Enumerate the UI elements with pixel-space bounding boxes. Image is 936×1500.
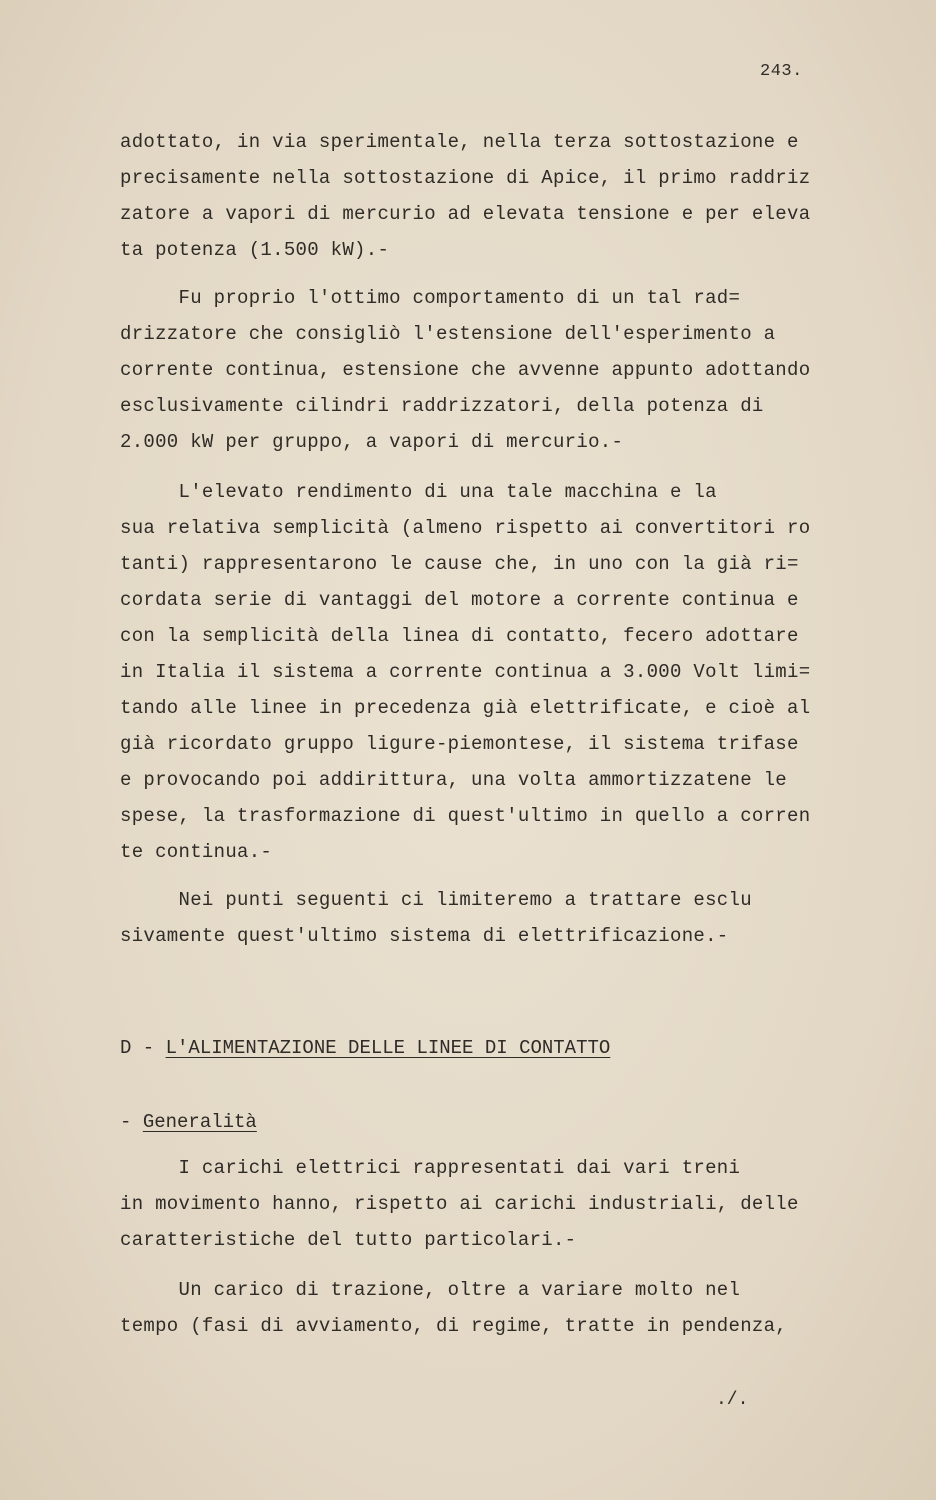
text-line: Nei punti seguenti ci limiteremo a trattare esclu <box>120 889 752 911</box>
text-line: drizzatore che consigliò l'estensione dell'esperimento a <box>120 323 776 345</box>
text-line: esclusivamente cilindri raddrizzatori, della potenza di <box>120 395 764 417</box>
text-line: L'elevato rendimento di una tale macchina e la <box>120 481 717 503</box>
text-line: con la semplicità della linea di contatto, fecero adottare <box>120 625 799 647</box>
text-line: caratteristiche del tutto particolari.- <box>120 1229 577 1251</box>
text-line: tempo (fasi di avviamento, di regime, tratte in pendenza, <box>120 1315 788 1337</box>
text-line: precisamente nella sottostazione di Apice, il primo raddriz <box>120 167 811 189</box>
text-line: tanti) rappresentarono le cause che, in uno con la già ri= <box>120 553 799 575</box>
text-line: sivamente quest'ultimo sistema di elettrificazione.- <box>120 925 729 947</box>
text-line: e provocando poi addirittura, una volta ammortizzatene le <box>120 769 788 791</box>
text-line: spese, la trasformazione di quest'ultimo in quello a corren <box>120 805 811 827</box>
text-line: in movimento hanno, rispetto ai carichi industriali, delle <box>120 1193 799 1215</box>
subsection-prefix: - <box>120 1111 143 1133</box>
subsection-title: Generalità <box>142 1111 257 1133</box>
page-number: 243. <box>760 62 803 81</box>
text-line: zatore a vapori di mercurio ad elevata tensione e per eleva <box>120 203 811 225</box>
text-line: sua relativa semplicità (almeno rispetto ai convertitori ro <box>120 517 811 539</box>
text-line: 2.000 kW per gruppo, a vapori di mercurio.- <box>120 431 624 453</box>
text-line: in Italia il sistema a corrente continua a 3.000 Volt limi= <box>120 661 811 683</box>
section-heading <box>120 1036 610 1060</box>
section-title: L'ALIMENTAZIONE DELLE LINEE DI CONTATTO <box>165 1037 611 1059</box>
text-line: adottato, in via sperimentale, nella terza sottostazione e <box>120 131 799 153</box>
text-line: corrente continua, estensione che avvenne appunto adottando <box>120 359 811 381</box>
text-line: te continua.- <box>120 841 273 863</box>
text-line: già ricordato gruppo ligure-piemontese, il sistema trifase <box>120 733 799 755</box>
text-line: I carichi elettrici rappresentati dai vari treni <box>120 1157 741 1179</box>
subsection-heading <box>120 1110 257 1134</box>
text-line: Un carico di trazione, oltre a variare molto nel <box>120 1279 741 1301</box>
text-line: ta potenza (1.500 kW).- <box>120 239 390 261</box>
text-line: cordata serie di vantaggi del motore a corrente continua e <box>120 589 799 611</box>
continuation-mark: ./. <box>716 1390 749 1410</box>
text-line: tando alle linee in precedenza già elettrificate, e cioè al <box>120 697 811 719</box>
text-line: Fu proprio l'ottimo comportamento di un tal rad= <box>120 287 741 309</box>
section-prefix: D - <box>120 1037 166 1059</box>
